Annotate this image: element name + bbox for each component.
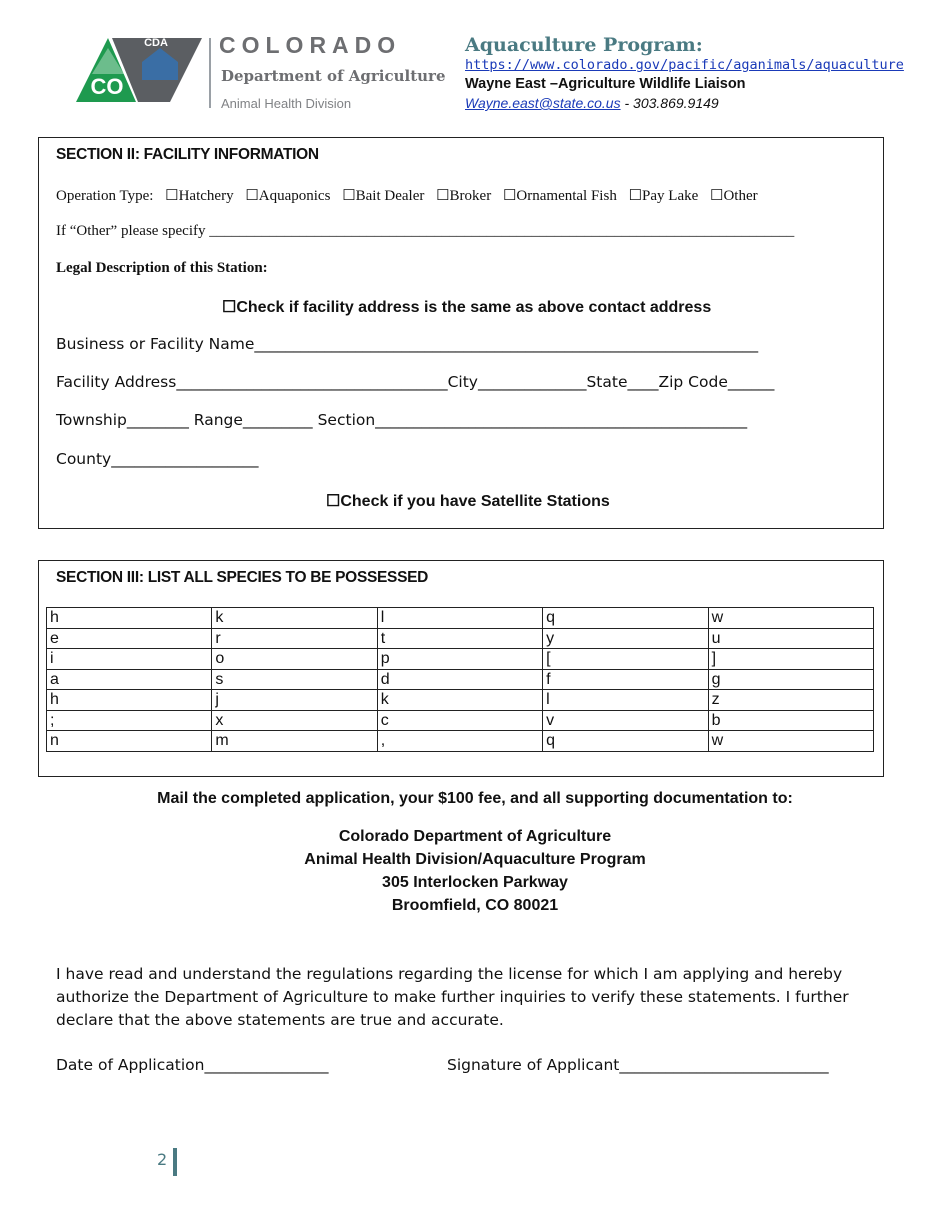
species-cell[interactable]: a [47, 669, 212, 690]
species-cell[interactable]: v [543, 710, 708, 731]
op-other-checkbox[interactable]: ☐Other [710, 188, 758, 204]
species-cell[interactable]: d [377, 669, 542, 690]
species-cell[interactable]: e [47, 628, 212, 649]
certification-statement: I have read and understand the regulations regarding the license for which I am applying and hereby authorize the Department of Agriculture to make further inquiries to verify these statements. I further declare that the above statements are true and accurate. [56, 965, 849, 1029]
op-pay-lake-checkbox[interactable]: ☐Pay Lake [628, 188, 699, 204]
township-range-section-field[interactable]: Township________ Range_________ Section________________________________________________ [56, 411, 748, 429]
mailing-address-line-2: Animal Health Division/Aquaculture Program [304, 851, 646, 868]
table-row [47, 649, 874, 670]
division-name: Animal Health Division [221, 96, 352, 111]
logo-initials-text: CO [90, 74, 124, 99]
species-cell[interactable]: y [543, 628, 708, 649]
species-cell[interactable]: k [377, 690, 542, 711]
email-link[interactable]: Wayne.east@state.co.us [465, 95, 621, 111]
species-cell[interactable]: m [212, 731, 377, 752]
species-cell[interactable]: j [212, 690, 377, 711]
cda-logo [74, 34, 202, 106]
section-2-title: SECTION II: FACILITY INFORMATION [56, 146, 319, 163]
species-cell[interactable]: n [47, 731, 212, 752]
species-cell[interactable]: o [212, 649, 377, 670]
species-cell[interactable]: w [708, 608, 873, 629]
species-cell[interactable]: s [212, 669, 377, 690]
species-cell[interactable]: z [708, 690, 873, 711]
table-row [47, 608, 874, 629]
species-cell[interactable]: i [47, 649, 212, 670]
species-cell[interactable]: q [543, 608, 708, 629]
species-cell[interactable]: t [377, 628, 542, 649]
table-row [47, 690, 874, 711]
species-cell[interactable]: r [212, 628, 377, 649]
table-row [47, 669, 874, 690]
species-cell[interactable]: c [377, 710, 542, 731]
species-cell[interactable]: u [708, 628, 873, 649]
species-cell[interactable]: h [47, 690, 212, 711]
table-row [47, 628, 874, 649]
phone-number: - 303.869.9149 [620, 95, 719, 111]
header-divider [209, 38, 211, 108]
liaison-name: Wayne East –Agriculture Wildlife Liaison [465, 76, 746, 92]
species-cell[interactable]: l [377, 608, 542, 629]
op-broker-checkbox[interactable]: ☐Broker [436, 188, 492, 204]
business-name-field[interactable]: Business or Facility Name_________________________________________________________________ [56, 335, 759, 353]
mailing-heading: Mail the completed application, your $100 fee, and all supporting documentation to: [157, 790, 793, 807]
op-hatchery-checkbox[interactable]: ☐Hatchery [165, 188, 234, 204]
satellite-stations-checkbox[interactable]: ☐Check if you have Satellite Stations [326, 493, 610, 510]
date-of-application-field[interactable]: Date of Application________________ [56, 1056, 329, 1074]
legal-description-label: Legal Description of this Station: [56, 260, 268, 276]
state-name: COLORADO [219, 32, 402, 58]
signature-of-applicant-field[interactable]: Signature of Applicant___________________________ [447, 1056, 829, 1074]
species-cell[interactable]: h [47, 608, 212, 629]
species-table [46, 607, 874, 752]
mailing-address-line-4: Broomfield, CO 80021 [391, 897, 559, 914]
section-3-title: SECTION III: LIST ALL SPECIES TO BE POSSESSED [56, 569, 429, 586]
mailing-address-line-3: 305 Interlocken Parkway [382, 874, 568, 891]
operation-type-row [56, 186, 766, 205]
other-specify-field[interactable]: If “Other” please specify ______________________________________________________________________________ [56, 223, 795, 239]
same-address-checkbox[interactable]: ☐Check if facility address is the same as above contact address [222, 299, 712, 316]
species-cell[interactable]: p [377, 649, 542, 670]
species-cell[interactable]: ] [708, 649, 873, 670]
species-cell[interactable]: w [708, 731, 873, 752]
page-number-bar [173, 1148, 177, 1176]
species-cell[interactable]: b [708, 710, 873, 731]
county-field[interactable]: County___________________ [56, 450, 259, 468]
table-row [47, 710, 874, 731]
species-cell[interactable]: l [543, 690, 708, 711]
mailing-address-line-1: Colorado Department of Agriculture [338, 828, 612, 845]
program-title: Aquaculture Program: [465, 34, 703, 56]
op-aquaponics-checkbox[interactable]: ☐Aquaponics [245, 188, 331, 204]
op-bait-dealer-checkbox[interactable]: ☐Bait Dealer [342, 188, 425, 204]
logo-badge-text: CDA [144, 37, 168, 49]
species-cell[interactable]: ; [47, 710, 212, 731]
contact-line [465, 95, 719, 111]
species-cell[interactable]: , [377, 731, 542, 752]
species-cell[interactable]: x [212, 710, 377, 731]
species-cell[interactable]: q [543, 731, 708, 752]
facility-address-field[interactable]: Facility Address___________________________________City______________State____Zip Code______ [56, 373, 775, 391]
program-url-link[interactable]: https://www.colorado.gov/pacific/aganimals/aquaculture [465, 57, 904, 73]
department-name: Department of Agriculture [221, 67, 446, 85]
species-cell[interactable]: [ [543, 649, 708, 670]
operation-type-label: Operation Type: [56, 188, 154, 204]
species-cell[interactable]: g [708, 669, 873, 690]
page-number: 2 [157, 1150, 168, 1169]
species-cell[interactable]: k [212, 608, 377, 629]
table-row [47, 731, 874, 752]
species-cell[interactable]: f [543, 669, 708, 690]
op-ornamental-fish-checkbox[interactable]: ☐Ornamental Fish [502, 188, 617, 204]
